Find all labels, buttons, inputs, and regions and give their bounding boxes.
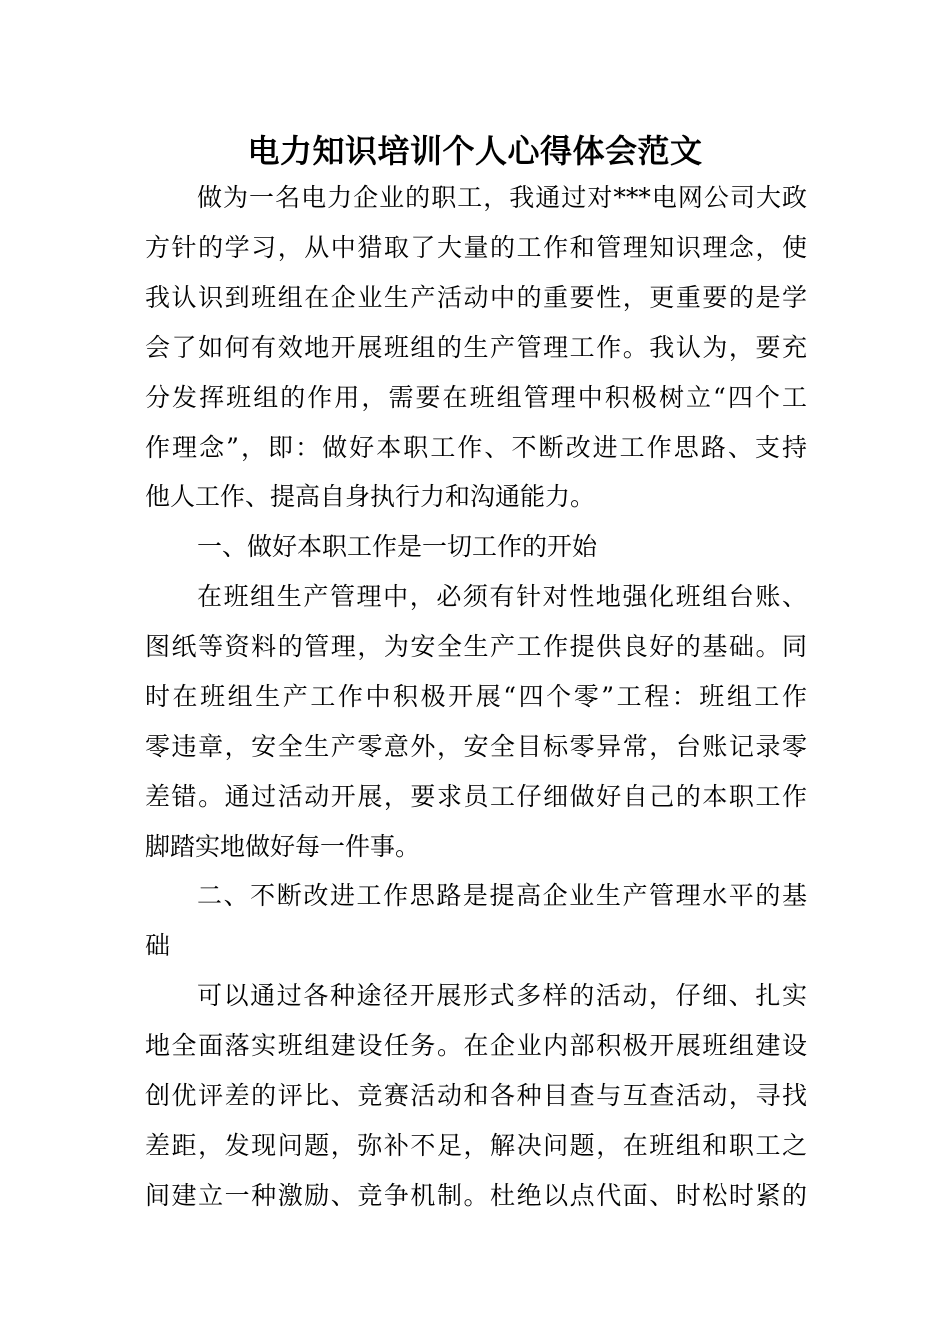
paragraph-line: 我认识到班组在企业生产活动中的重要性，更重要的是学 xyxy=(145,283,807,312)
paragraph-line: 间建立一种激励、竞争机制。杜绝以点代面、时松时紧的 xyxy=(145,1181,807,1210)
paragraph-line: 零违章，安全生产零意外，安全目标零异常，台账记录零 xyxy=(145,732,807,761)
paragraph-line: 在班组生产管理中，必须有针对性地强化班组台账、 xyxy=(197,582,807,611)
paragraph-line: 他人工作、提高自身执行力和沟通能力。 xyxy=(145,482,596,511)
paragraph-line: 地全面落实班组建设任务。在企业内部积极开展班组建设 xyxy=(145,1031,807,1060)
paragraph-line: 方针的学习，从中猎取了大量的工作和管理知识理念，使 xyxy=(145,233,807,262)
paragraph-line: 创优评差的评比、竞赛活动和各种目查与互查活动，寻找 xyxy=(145,1081,807,1110)
paragraph-line: 分发挥班组的作用，需要在班组管理中积极树立“四个工 xyxy=(145,383,807,412)
section-heading: 础 xyxy=(145,931,171,960)
paragraph-line: 做为一名电力企业的职工，我通过对***电网公司大政 xyxy=(197,183,807,212)
paragraph-line: 图纸等资料的管理，为安全生产工作提供良好的基础。同 xyxy=(145,632,807,661)
section-heading: 一、做好本职工作是一切工作的开始 xyxy=(197,532,598,561)
paragraph-line: 可以通过各种途径开展形式多样的活动，仔细、扎实 xyxy=(197,981,807,1010)
paragraph-line: 作理念”，即：做好本职工作、不断改进工作思路、支持 xyxy=(145,433,807,462)
paragraph-line: 脚踏实地做好每一件事。 xyxy=(145,832,421,861)
paragraph-line: 时在班组生产工作中积极开展“四个零”工程：班组工作 xyxy=(145,682,807,711)
paragraph-line: 会了如何有效地开展班组的生产管理工作。我认为，要充 xyxy=(145,333,807,362)
section-heading: 二、不断改进工作思路是提高企业生产管理水平的基 xyxy=(197,881,807,910)
paragraph-line: 差距，发现问题，弥补不足，解决问题，在班组和职工之 xyxy=(145,1131,807,1160)
paragraph-line: 差错。通过活动开展，要求员工仔细做好自己的本职工作 xyxy=(145,782,807,811)
document-title: 电力知识培训个人心得体会范文 xyxy=(247,132,703,170)
